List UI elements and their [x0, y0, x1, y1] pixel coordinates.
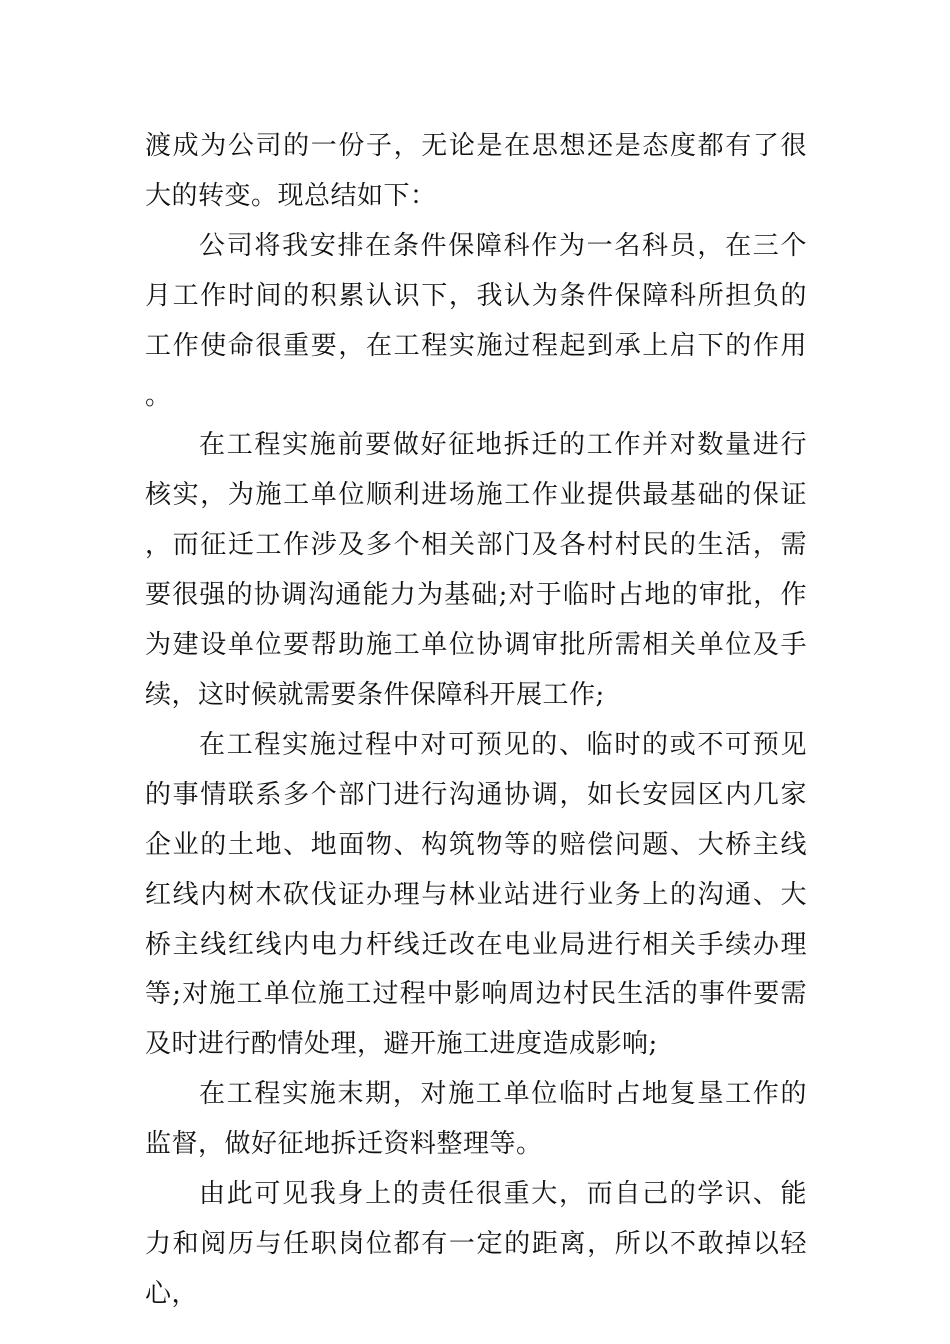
paragraph-end-phase: 在工程实施末期，对施工单位临时占地复垦工作的监督，做好征地拆迁资料整理等。	[145, 1079, 807, 1160]
paragraph-pre-construction: 在工程实施前要做好征地拆迁的工作并对数量进行核实，为施工单位顺利进场施工作业提供最基础的保证，而征迁工作涉及多个相关部门及各村村民的生活，需要很强的协调沟通能力为基础;对于临时占地的审批，作为建设单位要帮助施工单位协调审批所需相关单位及手续，这时候就需要条件保障科开展工作;	[145, 430, 807, 710]
paragraph-continuation: 渡成为公司的一份子，无论是在思想还是态度都有了很大的转变。现总结如下：	[145, 131, 807, 211]
document-page	[145, 122, 807, 1320]
paragraph-during-construction: 在工程实施过程中对可预见的、临时的或不可预见的事情联系多个部门进行沟通协调，如长安园区内几家企业的土地、地面物、构筑物等的赔偿问题、大桥主线红线内树木砍伐证办理与林业站进行业务上的沟通、大桥主线红线内电力杆线迁改在电业局进行相关手续办理等;对施工单位施工过程中影响周边村民生活的事件要需及时进行酌情处理，避开施工进度造成影响;	[145, 729, 807, 1060]
paragraph-responsibility: 由此可见我身上的责任很重大，而自己的学识、能力和阅历与任职岗位都有一定的距离，所以不敢掉以轻心，	[145, 1179, 807, 1309]
paragraph-role-assignment: 公司将我安排在条件保障科作为一名科员，在三个月工作时间的积累认识下，我认为条件保障科所担负的工作使命很重要，在工程实施过程起到承上启下的作用。	[145, 230, 807, 411]
